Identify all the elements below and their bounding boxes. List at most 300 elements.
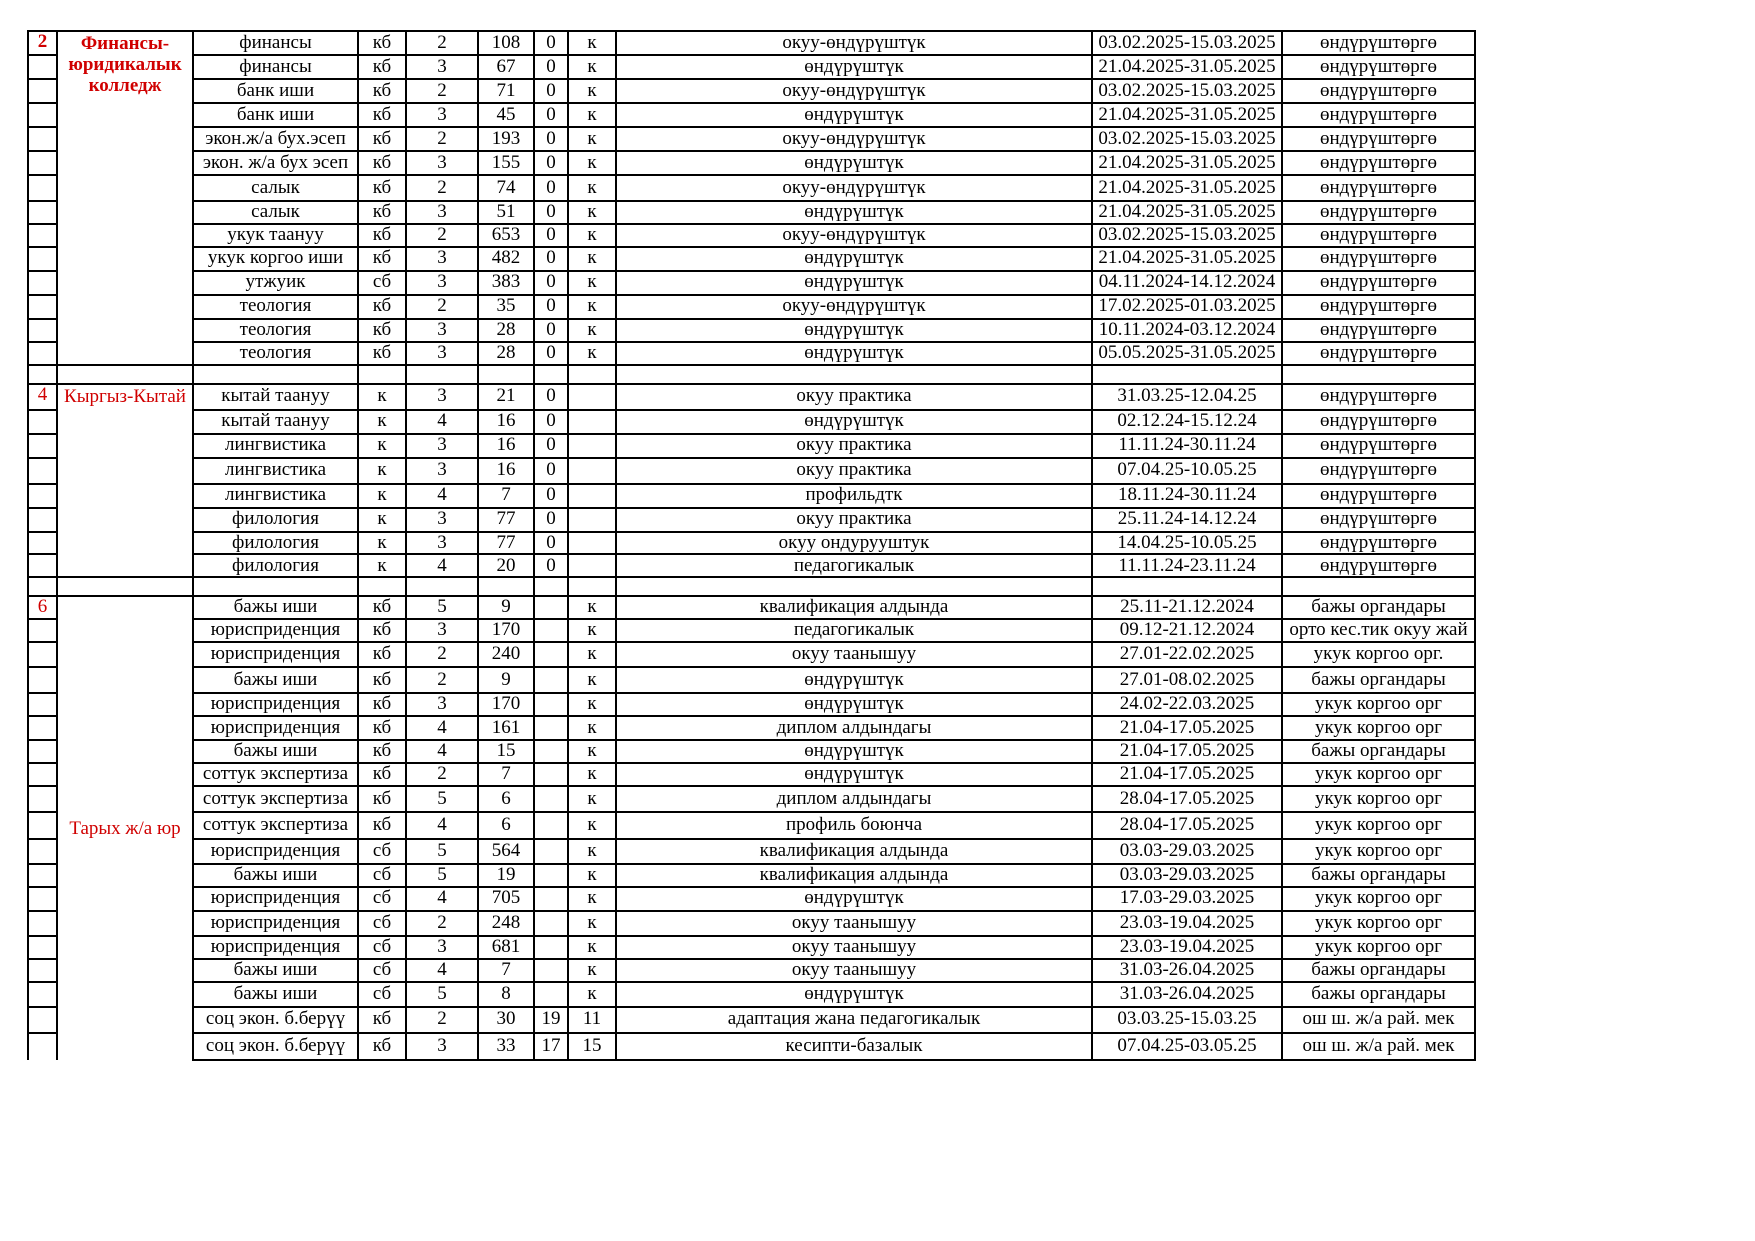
students-cell: 30	[478, 1007, 534, 1033]
empty-cell	[568, 577, 616, 596]
budget-cell: 17	[534, 1033, 568, 1060]
period-cell: 31.03.25-12.04.25	[1092, 384, 1282, 410]
period-cell: 23.03-19.04.2025	[1092, 911, 1282, 936]
students-cell: 161	[478, 716, 534, 740]
course-cell: 4	[406, 959, 478, 982]
empty-cell	[28, 55, 57, 79]
empty-cell	[28, 175, 57, 201]
contract-cell: к	[568, 959, 616, 982]
form-cell: к	[358, 384, 406, 410]
period-cell: 25.11-21.12.2024	[1092, 596, 1282, 619]
form-cell: кб	[358, 596, 406, 619]
empty-cell	[28, 642, 57, 667]
period-cell: 10.11.2024-03.12.2024	[1092, 319, 1282, 342]
place-cell: өндүрүштөргө	[1282, 224, 1475, 247]
course-cell: 4	[406, 812, 478, 839]
form-cell: к	[358, 434, 406, 458]
place-cell: укук коргоо орг	[1282, 887, 1475, 911]
contract-cell: к	[568, 175, 616, 201]
practice-type-cell: окуу таанышуу	[616, 959, 1092, 982]
place-cell: укук коргоо орг	[1282, 693, 1475, 716]
specialty-cell: экон. ж/а бух эсеп	[193, 151, 358, 175]
table-row	[28, 763, 1475, 786]
place-cell: укук коргоо орг	[1282, 716, 1475, 740]
contract-cell: к	[568, 127, 616, 151]
course-cell: 3	[406, 55, 478, 79]
specialty-cell: банк иши	[193, 103, 358, 127]
table-row	[28, 786, 1475, 812]
practice-type-cell: адаптация жана педагогикалык	[616, 1007, 1092, 1033]
form-cell: кб	[358, 224, 406, 247]
budget-cell: 19	[534, 1007, 568, 1033]
students-cell: 77	[478, 508, 534, 532]
empty-cell	[28, 763, 57, 786]
specialty-cell: банк иши	[193, 79, 358, 103]
empty-cell	[616, 577, 1092, 596]
budget-cell	[534, 959, 568, 982]
period-cell: 04.11.2024-14.12.2024	[1092, 271, 1282, 295]
empty-cell	[28, 342, 57, 365]
practice-type-cell: өндүрүштүк	[616, 319, 1092, 342]
empty-cell	[1092, 365, 1282, 384]
group-number: 6	[28, 596, 57, 619]
form-cell: к	[358, 532, 406, 555]
specialty-cell: кытай таануу	[193, 384, 358, 410]
contract-cell	[568, 458, 616, 484]
specialty-cell: кытай таануу	[193, 410, 358, 434]
budget-cell: 0	[534, 319, 568, 342]
budget-cell: 0	[534, 508, 568, 532]
form-cell: к	[358, 410, 406, 434]
place-cell: бажы органдары	[1282, 596, 1475, 619]
practice-type-cell: кесипти-базалык	[616, 1033, 1092, 1060]
contract-cell: к	[568, 812, 616, 839]
practice-type-cell: өндүрүштүк	[616, 247, 1092, 271]
contract-cell: к	[568, 224, 616, 247]
form-cell: кб	[358, 342, 406, 365]
table-row	[28, 79, 1475, 103]
contract-cell: к	[568, 31, 616, 55]
specialty-cell: филология	[193, 554, 358, 577]
practice-type-cell: өндүрүштүк	[616, 271, 1092, 295]
place-cell: өндүрүштөргө	[1282, 175, 1475, 201]
contract-cell	[568, 410, 616, 434]
place-cell: ош ш. ж/а рай. мек	[1282, 1007, 1475, 1033]
course-cell: 2	[406, 911, 478, 936]
course-cell: 2	[406, 79, 478, 103]
course-cell: 2	[406, 31, 478, 55]
course-cell: 5	[406, 982, 478, 1007]
empty-cell	[358, 365, 406, 384]
course-cell: 5	[406, 596, 478, 619]
empty-cell	[28, 577, 57, 596]
budget-cell: 0	[534, 484, 568, 508]
specialty-cell: укук таануу	[193, 224, 358, 247]
place-cell: өндүрүштөргө	[1282, 201, 1475, 224]
contract-cell	[568, 508, 616, 532]
specialty-cell: салык	[193, 175, 358, 201]
course-cell: 3	[406, 434, 478, 458]
period-cell: 21.04-17.05.2025	[1092, 716, 1282, 740]
empty-cell	[193, 577, 358, 596]
practice-type-cell: өндүрүштүк	[616, 55, 1092, 79]
students-cell: 16	[478, 458, 534, 484]
place-cell: өндүрүштөргө	[1282, 434, 1475, 458]
contract-cell: к	[568, 271, 616, 295]
form-cell: сб	[358, 887, 406, 911]
empty-cell	[28, 458, 57, 484]
empty-cell	[28, 151, 57, 175]
budget-cell: 0	[534, 151, 568, 175]
specialty-cell: бажы иши	[193, 667, 358, 693]
place-cell: укук коргоо орг	[1282, 839, 1475, 864]
place-cell: өндүрүштөргө	[1282, 295, 1475, 319]
contract-cell: к	[568, 936, 616, 959]
students-cell: 71	[478, 79, 534, 103]
empty-cell	[358, 577, 406, 596]
form-cell: сб	[358, 936, 406, 959]
course-cell: 2	[406, 175, 478, 201]
empty-cell	[406, 577, 478, 596]
group-number: 4	[28, 384, 57, 410]
table-row	[28, 532, 1475, 555]
specialty-cell: лингвистика	[193, 484, 358, 508]
period-cell: 31.03-26.04.2025	[1092, 982, 1282, 1007]
budget-cell	[534, 786, 568, 812]
table-row	[28, 596, 1475, 619]
empty-cell	[28, 365, 57, 384]
empty-cell	[28, 271, 57, 295]
place-cell: өндүрүштөргө	[1282, 127, 1475, 151]
students-cell: 35	[478, 295, 534, 319]
empty-cell	[28, 103, 57, 127]
budget-cell: 0	[534, 175, 568, 201]
budget-cell: 0	[534, 458, 568, 484]
course-cell: 3	[406, 936, 478, 959]
students-cell: 16	[478, 434, 534, 458]
empty-cell	[28, 319, 57, 342]
contract-cell: к	[568, 619, 616, 642]
table-row	[28, 982, 1475, 1007]
contract-cell: к	[568, 786, 616, 812]
form-cell: кб	[358, 151, 406, 175]
budget-cell: 0	[534, 31, 568, 55]
period-cell: 09.12-21.12.2024	[1092, 619, 1282, 642]
students-cell: 15	[478, 740, 534, 763]
period-cell: 21.04-17.05.2025	[1092, 763, 1282, 786]
specialty-cell: укук коргоо иши	[193, 247, 358, 271]
students-cell: 564	[478, 839, 534, 864]
table-row	[28, 864, 1475, 887]
specialty-cell: филология	[193, 508, 358, 532]
place-cell: өндүрүштөргө	[1282, 79, 1475, 103]
students-cell: 248	[478, 911, 534, 936]
practice-type-cell: өндүрүштүк	[616, 410, 1092, 434]
empty-cell	[478, 365, 534, 384]
contract-cell: к	[568, 247, 616, 271]
contract-cell: к	[568, 55, 616, 79]
table-row	[28, 887, 1475, 911]
students-cell: 240	[478, 642, 534, 667]
form-cell: сб	[358, 864, 406, 887]
place-cell: укук коргоо орг	[1282, 763, 1475, 786]
period-cell: 28.04-17.05.2025	[1092, 812, 1282, 839]
place-cell: өндүрүштөргө	[1282, 458, 1475, 484]
course-cell: 3	[406, 271, 478, 295]
budget-cell: 0	[534, 201, 568, 224]
place-cell: өндүрүштөргө	[1282, 410, 1475, 434]
budget-cell: 0	[534, 434, 568, 458]
contract-cell: к	[568, 911, 616, 936]
students-cell: 7	[478, 484, 534, 508]
practice-type-cell: окуу-өндүрүштүк	[616, 224, 1092, 247]
period-cell: 24.02-22.03.2025	[1092, 693, 1282, 716]
form-cell: сб	[358, 271, 406, 295]
practice-type-cell: окуу-өндүрүштүк	[616, 175, 1092, 201]
table-row	[28, 959, 1475, 982]
specialty-cell: юрисприденция	[193, 619, 358, 642]
practice-type-cell: окуу таанышуу	[616, 642, 1092, 667]
specialty-cell: экон.ж/а бух.эсеп	[193, 127, 358, 151]
form-cell: кб	[358, 175, 406, 201]
specialty-cell: бажы иши	[193, 864, 358, 887]
empty-cell	[28, 887, 57, 911]
form-cell: кб	[358, 319, 406, 342]
practice-type-cell: өндүрүштүк	[616, 342, 1092, 365]
students-cell: 482	[478, 247, 534, 271]
period-cell: 31.03-26.04.2025	[1092, 959, 1282, 982]
table-row	[28, 127, 1475, 151]
budget-cell: 0	[534, 295, 568, 319]
form-cell: кб	[358, 1033, 406, 1060]
table-row	[28, 484, 1475, 508]
empty-cell	[28, 508, 57, 532]
course-cell: 3	[406, 151, 478, 175]
practice-type-cell: профиль боюнча	[616, 812, 1092, 839]
course-cell: 4	[406, 716, 478, 740]
budget-cell: 0	[534, 55, 568, 79]
period-cell: 05.05.2025-31.05.2025	[1092, 342, 1282, 365]
students-cell: 8	[478, 982, 534, 1007]
table-row	[28, 1033, 1475, 1060]
form-cell: кб	[358, 295, 406, 319]
course-cell: 4	[406, 410, 478, 434]
form-cell: кб	[358, 812, 406, 839]
contract-cell: к	[568, 864, 616, 887]
budget-cell: 0	[534, 247, 568, 271]
table-row	[28, 458, 1475, 484]
period-cell: 02.12.24-15.12.24	[1092, 410, 1282, 434]
table-row	[28, 619, 1475, 642]
group-number: 2	[28, 31, 57, 55]
practice-type-cell: өндүрүштүк	[616, 763, 1092, 786]
form-cell: сб	[358, 982, 406, 1007]
empty-cell	[28, 716, 57, 740]
students-cell: 108	[478, 31, 534, 55]
empty-cell	[28, 434, 57, 458]
empty-cell	[28, 959, 57, 982]
budget-cell: 0	[534, 103, 568, 127]
course-cell: 2	[406, 224, 478, 247]
students-cell: 28	[478, 319, 534, 342]
empty-cell	[28, 1007, 57, 1033]
specialty-cell: соц экон. б.берүү	[193, 1033, 358, 1060]
table-row	[28, 247, 1475, 271]
table-row	[28, 295, 1475, 319]
empty-cell	[534, 365, 568, 384]
table-row	[28, 554, 1475, 577]
specialty-cell: теология	[193, 319, 358, 342]
place-cell: бажы органдары	[1282, 982, 1475, 1007]
empty-cell	[28, 1033, 57, 1060]
course-cell: 3	[406, 458, 478, 484]
place-cell: укук коргоо орг	[1282, 786, 1475, 812]
specialty-cell: бажы иши	[193, 740, 358, 763]
practice-type-cell: квалификация алдында	[616, 839, 1092, 864]
students-cell: 6	[478, 812, 534, 839]
course-cell: 5	[406, 864, 478, 887]
period-cell: 03.02.2025-15.03.2025	[1092, 79, 1282, 103]
budget-cell	[534, 887, 568, 911]
table-row	[28, 839, 1475, 864]
form-cell: кб	[358, 786, 406, 812]
course-cell: 4	[406, 740, 478, 763]
students-cell: 33	[478, 1033, 534, 1060]
students-cell: 16	[478, 410, 534, 434]
period-cell: 07.04.25-03.05.25	[1092, 1033, 1282, 1060]
period-cell: 21.04.2025-31.05.2025	[1092, 247, 1282, 271]
budget-cell	[534, 864, 568, 887]
empty-cell	[28, 619, 57, 642]
table-row	[28, 175, 1475, 201]
specialty-cell: юрисприденция	[193, 936, 358, 959]
practice-type-cell: өндүрүштүк	[616, 693, 1092, 716]
form-cell: к	[358, 484, 406, 508]
specialty-cell: юрисприденция	[193, 839, 358, 864]
contract-cell: 15	[568, 1033, 616, 1060]
period-cell: 07.04.25-10.05.25	[1092, 458, 1282, 484]
contract-cell: к	[568, 763, 616, 786]
table-row	[28, 31, 1475, 55]
contract-cell: к	[568, 151, 616, 175]
place-cell: өндүрүштөргө	[1282, 554, 1475, 577]
practice-type-cell: диплом алдындагы	[616, 786, 1092, 812]
empty-cell	[28, 667, 57, 693]
table-row	[28, 103, 1475, 127]
contract-cell: к	[568, 319, 616, 342]
contract-cell: 11	[568, 1007, 616, 1033]
period-cell: 03.02.2025-15.03.2025	[1092, 31, 1282, 55]
practice-type-cell: профильдтк	[616, 484, 1092, 508]
budget-cell	[534, 667, 568, 693]
students-cell: 20	[478, 554, 534, 577]
course-cell: 3	[406, 201, 478, 224]
contract-cell	[568, 434, 616, 458]
period-cell: 03.02.2025-15.03.2025	[1092, 127, 1282, 151]
practice-type-cell: окуу ондурууштук	[616, 532, 1092, 555]
table-row	[28, 936, 1475, 959]
table-row	[28, 693, 1475, 716]
contract-cell	[568, 532, 616, 555]
contract-cell: к	[568, 342, 616, 365]
place-cell: бажы органдары	[1282, 667, 1475, 693]
students-cell: 653	[478, 224, 534, 247]
empty-cell	[28, 864, 57, 887]
place-cell: өндүрүштөргө	[1282, 532, 1475, 555]
empty-cell	[28, 786, 57, 812]
contract-cell	[568, 554, 616, 577]
specialty-cell: соттук экспертиза	[193, 763, 358, 786]
empty-cell	[28, 532, 57, 555]
practice-type-cell: өндүрүштүк	[616, 887, 1092, 911]
budget-cell: 0	[534, 554, 568, 577]
budget-cell	[534, 839, 568, 864]
budget-cell	[534, 763, 568, 786]
contract-cell: к	[568, 667, 616, 693]
budget-cell: 0	[534, 532, 568, 555]
students-cell: 383	[478, 271, 534, 295]
period-cell: 03.03.25-15.03.25	[1092, 1007, 1282, 1033]
students-cell: 45	[478, 103, 534, 127]
table-row	[28, 410, 1475, 434]
empty-cell	[28, 812, 57, 839]
place-cell: өндүрүштөргө	[1282, 151, 1475, 175]
empty-cell	[28, 554, 57, 577]
practice-type-cell: педагогикалык	[616, 619, 1092, 642]
table-row	[28, 384, 1475, 410]
empty-cell	[28, 693, 57, 716]
course-cell: 2	[406, 763, 478, 786]
budget-cell: 0	[534, 271, 568, 295]
empty-cell	[28, 982, 57, 1007]
faculty-name: Кыргыз-Кытай	[57, 384, 193, 578]
practice-type-cell: окуу практика	[616, 458, 1092, 484]
form-cell: сб	[358, 959, 406, 982]
course-cell: 5	[406, 786, 478, 812]
period-cell: 03.03-29.03.2025	[1092, 839, 1282, 864]
place-cell: өндүрүштөргө	[1282, 271, 1475, 295]
place-cell: укук коргоо орг	[1282, 936, 1475, 959]
period-cell: 17.03-29.03.2025	[1092, 887, 1282, 911]
specialty-cell: соттук экспертиза	[193, 812, 358, 839]
empty-cell	[406, 365, 478, 384]
empty-cell	[28, 911, 57, 936]
table-row	[28, 667, 1475, 693]
course-cell: 3	[406, 693, 478, 716]
place-cell: өндүрүштөргө	[1282, 484, 1475, 508]
place-cell: өндүрүштөргө	[1282, 319, 1475, 342]
practice-type-cell: квалификация алдында	[616, 596, 1092, 619]
budget-cell	[534, 642, 568, 667]
table-row	[28, 342, 1475, 365]
budget-cell	[534, 596, 568, 619]
course-cell: 2	[406, 127, 478, 151]
table-row	[28, 434, 1475, 458]
specialty-cell: юрисприденция	[193, 716, 358, 740]
table-row	[28, 812, 1475, 839]
course-cell: 3	[406, 1033, 478, 1060]
specialty-cell: бажы иши	[193, 596, 358, 619]
students-cell: 170	[478, 693, 534, 716]
spacer-row	[28, 577, 1475, 596]
contract-cell: к	[568, 295, 616, 319]
contract-cell: к	[568, 103, 616, 127]
budget-cell: 0	[534, 410, 568, 434]
period-cell: 18.11.24-30.11.24	[1092, 484, 1282, 508]
practice-type-cell: окуу таанышуу	[616, 936, 1092, 959]
empty-cell	[568, 365, 616, 384]
course-cell: 3	[406, 342, 478, 365]
